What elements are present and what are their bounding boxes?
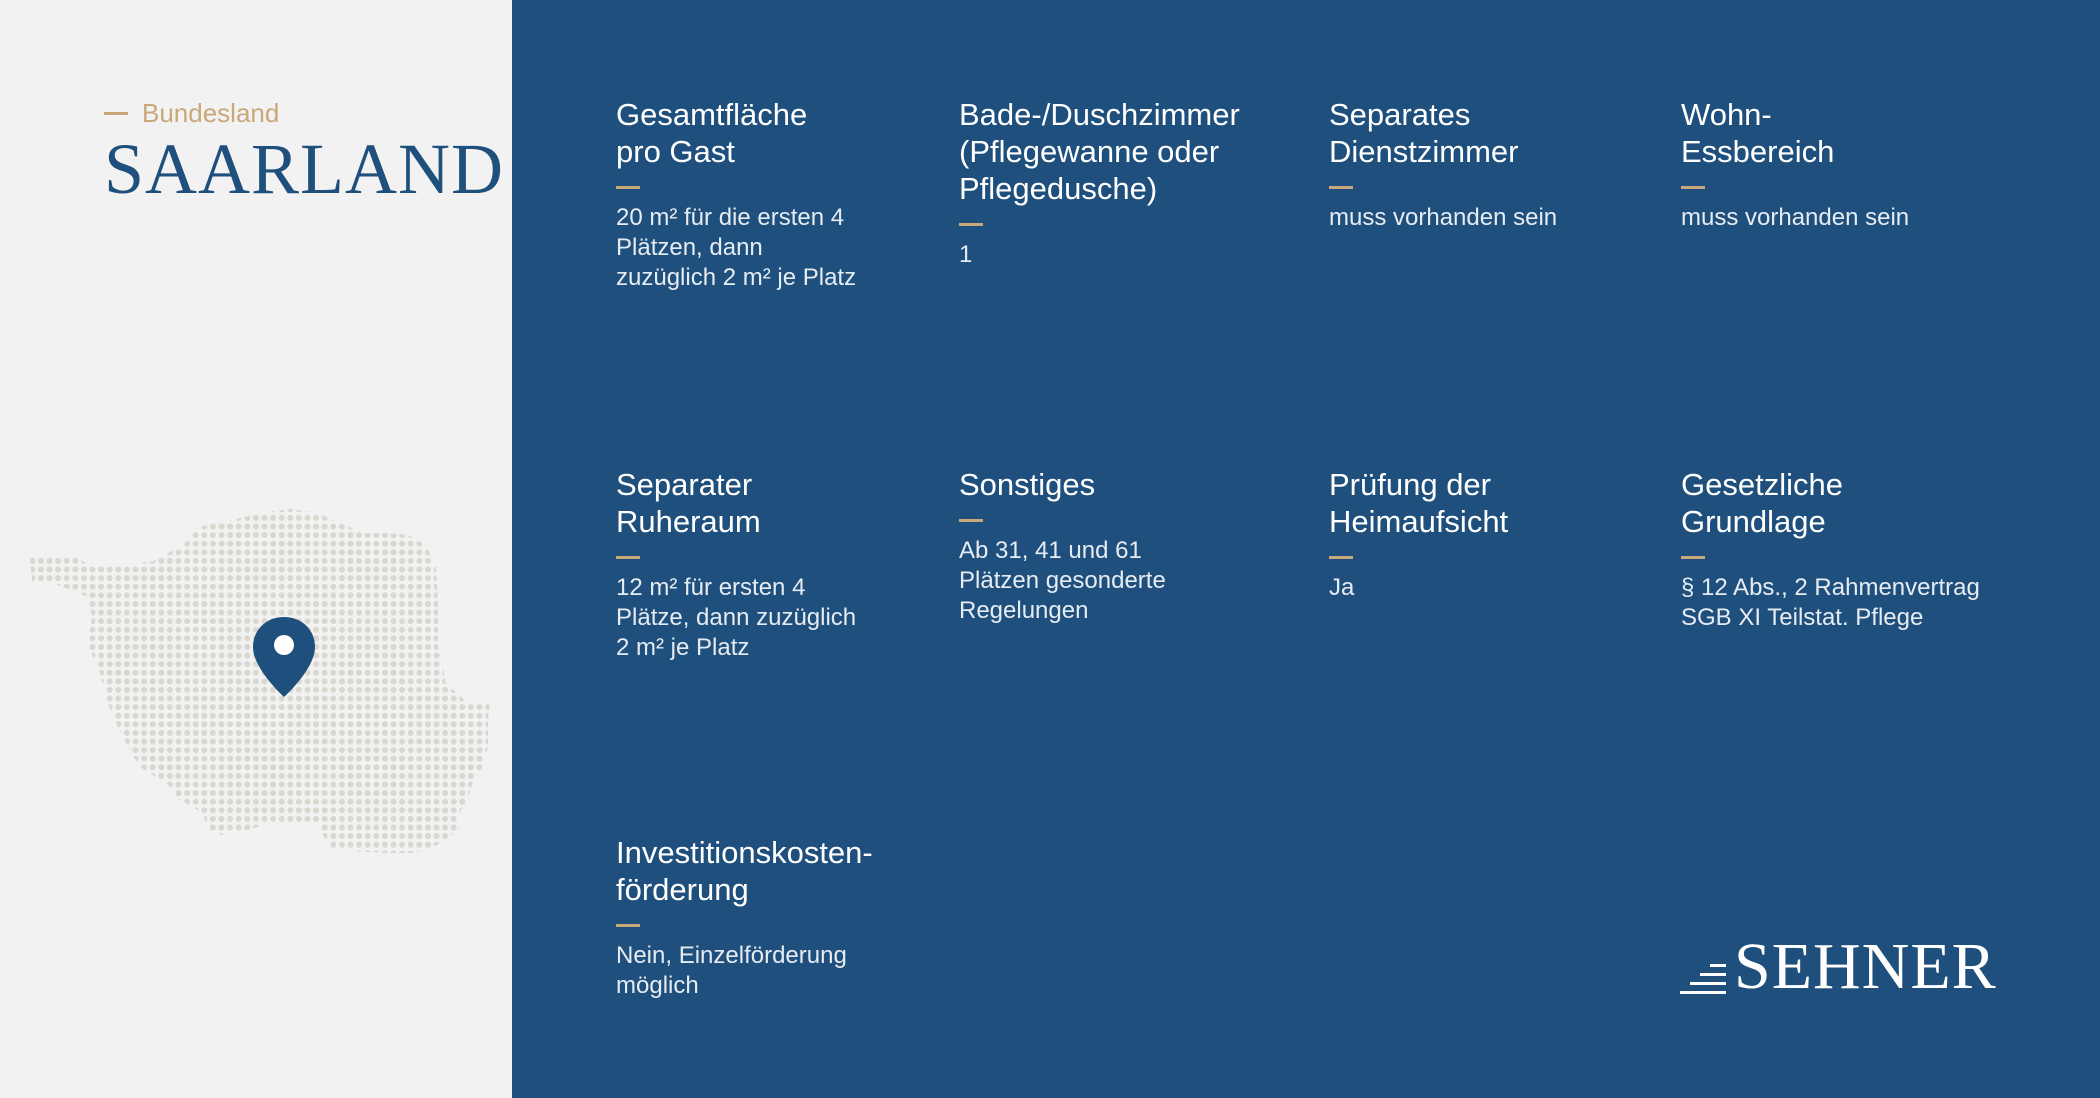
accent-dash [616, 556, 640, 559]
detail-title: Prüfung der Heimaufsicht [1329, 467, 1509, 539]
detail-value: muss vorhanden sein [1329, 204, 1558, 231]
accent-dash [104, 112, 128, 115]
detail-title: Separates Dienstzimmer [1329, 97, 1519, 169]
accent-dash [616, 924, 640, 927]
eyebrow-label: Bundesland [142, 98, 280, 128]
detail-wohn-essbereich [1681, 96, 2001, 233]
detail-title: Separater Ruheraum [616, 467, 761, 539]
logo-lines-icon [1680, 940, 1726, 996]
accent-dash [1329, 556, 1353, 559]
detail-title: Gesetzliche Grundlage [1681, 467, 1843, 539]
detail-title: Sonstiges [959, 467, 1096, 502]
detail-gesamtflaeche [616, 96, 936, 293]
detail-value: Ja [1329, 574, 1355, 601]
accent-dash [959, 223, 983, 226]
detail-title: Bade-/Duschzimmer (Pflegewanne oder Pflegedusche) [959, 97, 1240, 206]
location-pin-icon [251, 615, 317, 699]
detail-badezimmer [959, 96, 1289, 270]
detail-sonstiges [959, 466, 1279, 626]
detail-gesetzliche-grundlage [1681, 466, 2021, 633]
detail-dienstzimmer [1329, 96, 1649, 233]
detail-ruheraum [616, 466, 936, 663]
eyebrow [104, 98, 279, 129]
sehner-logo [1680, 930, 1997, 1003]
accent-dash [959, 519, 983, 522]
detail-value: Nein, Einzelförderung möglich [616, 942, 847, 999]
state-title: SAARLAND [104, 129, 505, 209]
detail-value: muss vorhanden sein [1681, 204, 1910, 231]
accent-dash [1681, 556, 1705, 559]
detail-title: Gesamtfläche pro Gast [616, 97, 808, 169]
accent-dash [616, 186, 640, 189]
detail-value: 12 m² für ersten 4 Plätze, dann zuzüglich 2 m² je Platz [616, 574, 857, 661]
accent-dash [1329, 186, 1353, 189]
logo-text: SEHNER [1734, 930, 1997, 1003]
detail-investitionskosten [616, 834, 936, 1001]
detail-value: § 12 Abs., 2 Rahmenvertrag SGB XI Teilstat. Pflege [1681, 574, 1980, 631]
detail-value: 1 [959, 241, 973, 268]
accent-dash [1681, 186, 1705, 189]
detail-value: 20 m² für die ersten 4 Plätzen, dann zuzüglich 2 m² je Platz [616, 204, 857, 291]
state-panel [0, 0, 512, 1098]
detail-title: Investitionskosten- förderung [616, 835, 873, 907]
detail-heimaufsicht [1329, 466, 1649, 603]
detail-title: Wohn- Essbereich [1681, 97, 1835, 169]
detail-value: Ab 31, 41 und 61 Plätzen gesonderte Regelungen [959, 537, 1166, 624]
